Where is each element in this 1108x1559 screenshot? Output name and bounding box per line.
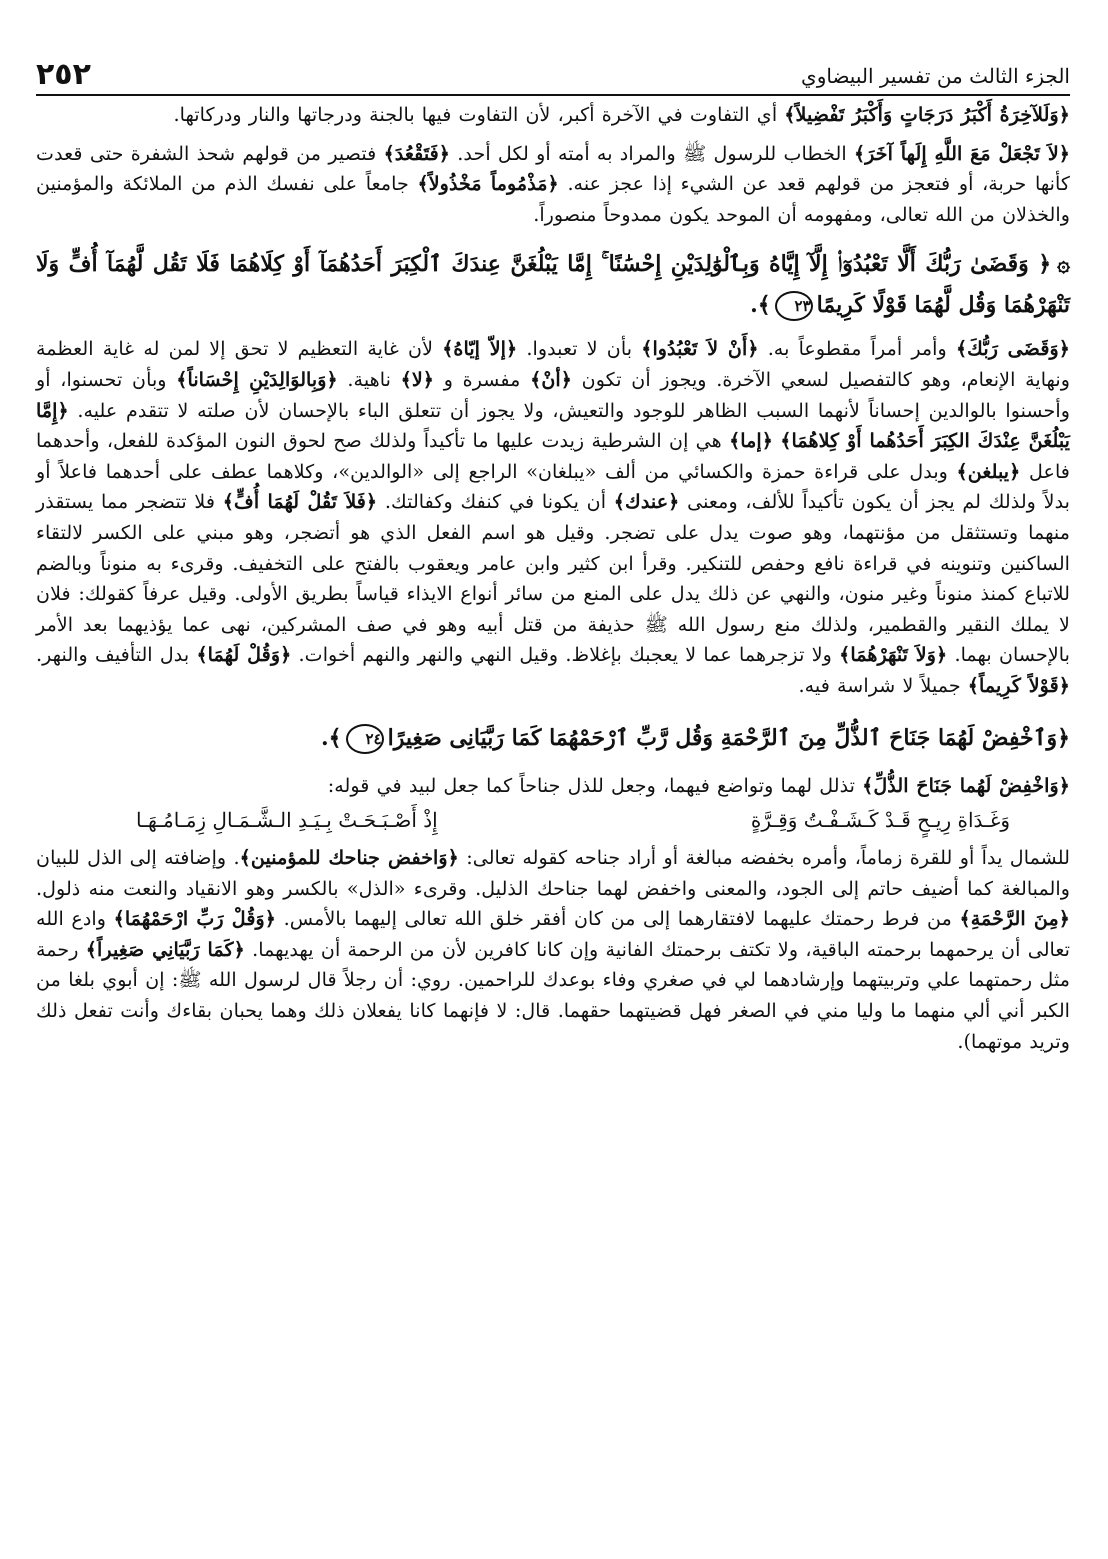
commentary-text: مفسرة و bbox=[434, 367, 531, 391]
quran-quote: ﴿عندك﴾ bbox=[613, 490, 680, 514]
page-number: ٢٥٢ bbox=[36, 57, 91, 92]
commentary-text: وبأن تحسنوا، أو وأحسنوا بالوالدين إحساناً لأنهما السبب الظاهر للوجود والتعيش، ولا يجوز أن تتعلق الباء بالإحسان لأن صلته لا تتقدم عليه. bbox=[36, 367, 1070, 422]
quran-quote: ﴿وَلَلآخِرَةُ أَكْبَرُ دَرَجَاتٍ وَأَكْبَرُ تَفْضِيلاً﴾ bbox=[784, 103, 1070, 126]
commentary-text: لأن غاية التعظيم لا تحق إلا لمن له غاية العظمة ونهاية الإنعام، وهو كالتفصيل لسعي الآخرة. ويجوز أن تكون bbox=[36, 337, 1070, 391]
quran-quote: ﴿وَقُلْ لَهُمَا﴾ bbox=[196, 643, 292, 667]
quran-quote: ﴿أنْ﴾ bbox=[530, 367, 572, 391]
verse-close: ﴾. bbox=[321, 724, 342, 751]
poem-hemistich-first: وَغَـدَاةِ رِيـحٍ قَـدْ كَـشَـفْـتُ وَقِـرَّةٍ bbox=[750, 808, 1010, 833]
hizb-rosette-icon: ۞ bbox=[1057, 251, 1070, 278]
page-header bbox=[36, 52, 1070, 96]
quran-quote: ﴿وَلاَ تَنْهَرْهُمَا﴾ bbox=[839, 643, 948, 667]
quran-quote: ﴿إِمَّا يَبْلُغَنَّ عِنْدَكَ الكِبَرَ أَحَدُهُما أَوْ كِلاهُمَا﴾ bbox=[36, 398, 1070, 453]
commentary-paragraph-3 bbox=[36, 334, 1070, 701]
ayah-number-marker: ٢٣ bbox=[775, 291, 813, 321]
quran-quote: ﴿وَقُلْ رَبِّ ارْحَمْهُمَا﴾ bbox=[113, 907, 277, 931]
quran-quote: ﴿مَذْمُوماً مَخْذُولاً﴾ bbox=[417, 172, 559, 196]
commentary-paragraph-4 bbox=[36, 771, 1070, 802]
commentary-text: ناهية. bbox=[337, 367, 401, 391]
commentary-text: تذلل لهما وتواضع فيهما، وجعل للذل جناحاً كما جعل لبيد في قوله: bbox=[327, 773, 863, 797]
commentary-text: وأمر أمراً مقطوعاً به. bbox=[758, 337, 956, 361]
quran-quote: ﴿فَلاَ تَقُلْ لَهُمَا أُفٍّ﴾ bbox=[222, 490, 378, 514]
quran-quote: ﴿لاَ تَجْعَلْ مَعَ اللَّهِ إِلَهاً آخَرَ﴾ bbox=[853, 141, 1071, 165]
quran-quote: ﴿وَاخفض جناحك للمؤمنين﴾ bbox=[239, 846, 459, 870]
quran-quote: ﴿وَاخْفِضْ لَهُما جَنَاحَ الذُّلِّ﴾ bbox=[862, 773, 1070, 797]
quran-quote: ﴿قَوْلاً كَرِيماً﴾ bbox=[967, 673, 1070, 697]
commentary-text: جامعاً على نفسك الذم من الملائكة والمؤمنين والخذلان من الله تعالى، ومفهومه أن الموحد يكون ممدوحاً منصوراً. bbox=[36, 172, 1070, 226]
commentary-text: من فرط رحمتك عليهما لافتقارهما إلى من كان أفقر خلق الله تعالى إليهما بالأمس. bbox=[276, 907, 960, 931]
quran-quote: ﴿مِنَ الرَّحْمَةِ﴾ bbox=[959, 907, 1070, 931]
running-title: الجزء الثالث من تفسير البيضاوي bbox=[801, 64, 1070, 88]
commentary-text: الخطاب للرسول ﷺ والمراد به أمته أو لكل أحد. bbox=[450, 141, 854, 165]
commentary-paragraph-2 bbox=[36, 139, 1070, 231]
commentary-text: هي إن الشرطية زيدت عليها ما تأكيداً ولذلك صح لحوق النون المؤكدة للفعل، وأحدهما فاعل bbox=[36, 429, 1070, 483]
ayah-number-marker: ٢٤ bbox=[346, 724, 384, 754]
quran-quote: ﴿لا﴾ bbox=[400, 367, 435, 391]
quran-quote: ﴿إما﴾ bbox=[729, 429, 774, 453]
commentary-text: . وإضافته إلى الذل للبيان والمبالغة كما أضيف حاتم إلى الجود، والمعنى واخفض لهما جناحك الذليل. وقرىء «الذل» بالكسر وهو الانقياد والنعت منه ذلول. bbox=[36, 846, 1070, 900]
commentary-text: أي التفاوت في الآخرة أكبر، لأن التفاوت فيها بالجنة ودرجاتها والنار ودركاتها. bbox=[173, 103, 785, 126]
quran-quote: ﴿وَبِالوَالِدَيْنِ إِحْسَاناً﴾ bbox=[176, 367, 338, 391]
commentary-paragraph-5 bbox=[36, 843, 1070, 1057]
verse-text: ﴿وَٱخْفِضْ لَهُمَا جَنَاحَ ٱلذُّلِّ مِنَ ٱلرَّحْمَةِ وَقُل رَّبِّ ٱرْحَمْهُمَا كَمَا رَبَّيَانِى صَغِيرًا bbox=[387, 724, 1070, 751]
poetry-verse bbox=[36, 801, 1070, 843]
commentary-text: بدل التأفيف والنهر. bbox=[36, 643, 197, 667]
quran-quote: ﴿أَنْ لاَ تَعْبُدُوا﴾ bbox=[641, 337, 759, 361]
quran-quote: ﴿يبلغن﴾ bbox=[956, 459, 1021, 483]
quran-verse-23 bbox=[36, 244, 1070, 326]
commentary-text: وادع الله تعالى أن يرحمهما برحمته الباقية، ولا تكتف برحمتك الفانية وإن كانا كافرين لأن من الرحمة أن يهديهما. bbox=[36, 907, 1070, 961]
commentary-text: جميلاً لا شراسة فيه. bbox=[798, 673, 968, 697]
commentary-paragraph-1 bbox=[36, 100, 1070, 131]
commentary-text: ولا تزجرهما عما لا يعجبك بإغلاظ. وقيل النهي والنهر والنهم أخوات. bbox=[291, 643, 840, 667]
commentary-text: رحمة مثل رحمتهما علي وتربيتهما وإرشادهما لي في صغري وفاء بوعدك للراحمين. روي: أن رجلاً قال لرسول الله ﷺ: إن أبوي بلغا من الكبر أني ألي منهما ما وليا مني في الصغر فهل قضيتهما حقهما. قال: لا فإنهما كانا يفعلان ذلك وهما يحبان بقاءك وأنت تفعل ذلك وتريد موتهما). bbox=[36, 937, 1070, 1053]
commentary-text: أن يكونا في كنفك وكفالتك. bbox=[377, 490, 614, 514]
quran-quote: ﴿كَمَا رَبَّيَانِي صَغِيراً﴾ bbox=[85, 937, 245, 961]
verse-close: ﴾. bbox=[750, 292, 771, 319]
commentary-text: للشمال يداً أو للقرة زماماً، وأمره بخفضه مبالغة أو أراد جناحه كقوله تعالى: bbox=[458, 846, 1070, 870]
verse-text: ﴿ وَقَضَىٰ رَبُّكَ أَلَّا تَعْبُدُوٓا۟ إِلَّآ إِيَّاهُ وَبِٱلْوَٰلِدَيْنِ إِحْسَٰنًا ۚ إِمَّا يَبْلُغَنَّ عِندَكَ ٱلْكِبَرَ أَحَدُهُمَآ أَوْ كِلَاهُمَا فَلَا تَقُل لَّهُمَآ أُفٍّ وَلَا تَنْهَرْهُمَا وَقُل لَّهُمَا قَوْلًا كَرِيمًا bbox=[36, 251, 1070, 319]
commentary-text: بأن لا تعبدوا. bbox=[517, 337, 642, 361]
quran-quote: ﴿إلاّ إيّاهُ﴾ bbox=[442, 337, 518, 361]
quran-verse-24 bbox=[36, 718, 1070, 759]
commentary-text: فتصير من قولهم شحذ الشفرة حتى قعدت كأنها حربة، أو فتعجز من قولهم قعد عن الشيء إذا عجز عنه. bbox=[36, 141, 1070, 196]
commentary-text: فلا تتضجر مما يستقذر منهما وتستثقل من مؤنتهما، وهو صوت يدل على تضجر. وقيل هو اسم الفعل الذي هو أتضجر، وهو مبني على الكسر لالتقاء الساكنين وتنوينه في قراءة نافع وحفص للتنكير. وقرأ ابن كثير وابن عامر ويعقوب بالفتح على التخفيف. وقرىء به منوناً وبالضم للاتباع كمنذ منوناً وغير منون، والنهي عن ذلك يدل على المنع من سائر أنواع الايذاء قياساً بطريق الأولى. وقيل عرفاً كقولك: فلان لا يملك النقير والقطمير، ولذلك منع رسول الله ﷺ حذيفة من قتل أبيه وهو في صف المشركين، نهى عما يؤذيهما بعد الأمر بالإحسان بهما. bbox=[36, 490, 1070, 667]
quran-quote: ﴿وَقَضَى رَبُّكَ﴾ bbox=[955, 337, 1070, 361]
commentary-text: وبدل على قراءة حمزة والكسائي من ألف «يبلغان» الراجع إلى «الوالدين»، وكلاهما عطف على أحدهما فاعلاً أو بدلاً ولذلك لم يجز أن يكون تأكيداً للألف، ومعنى bbox=[36, 459, 1070, 514]
page-body bbox=[36, 100, 1070, 1057]
quran-quote: ﴿فَتَقْعُدَ﴾ bbox=[383, 141, 451, 165]
poem-hemistich-second: إِذْ أَصْـبَـحَـتْ بِـيَـدِ الـشَّـمَـالِ زِمَـامُـهَـا bbox=[136, 808, 438, 833]
